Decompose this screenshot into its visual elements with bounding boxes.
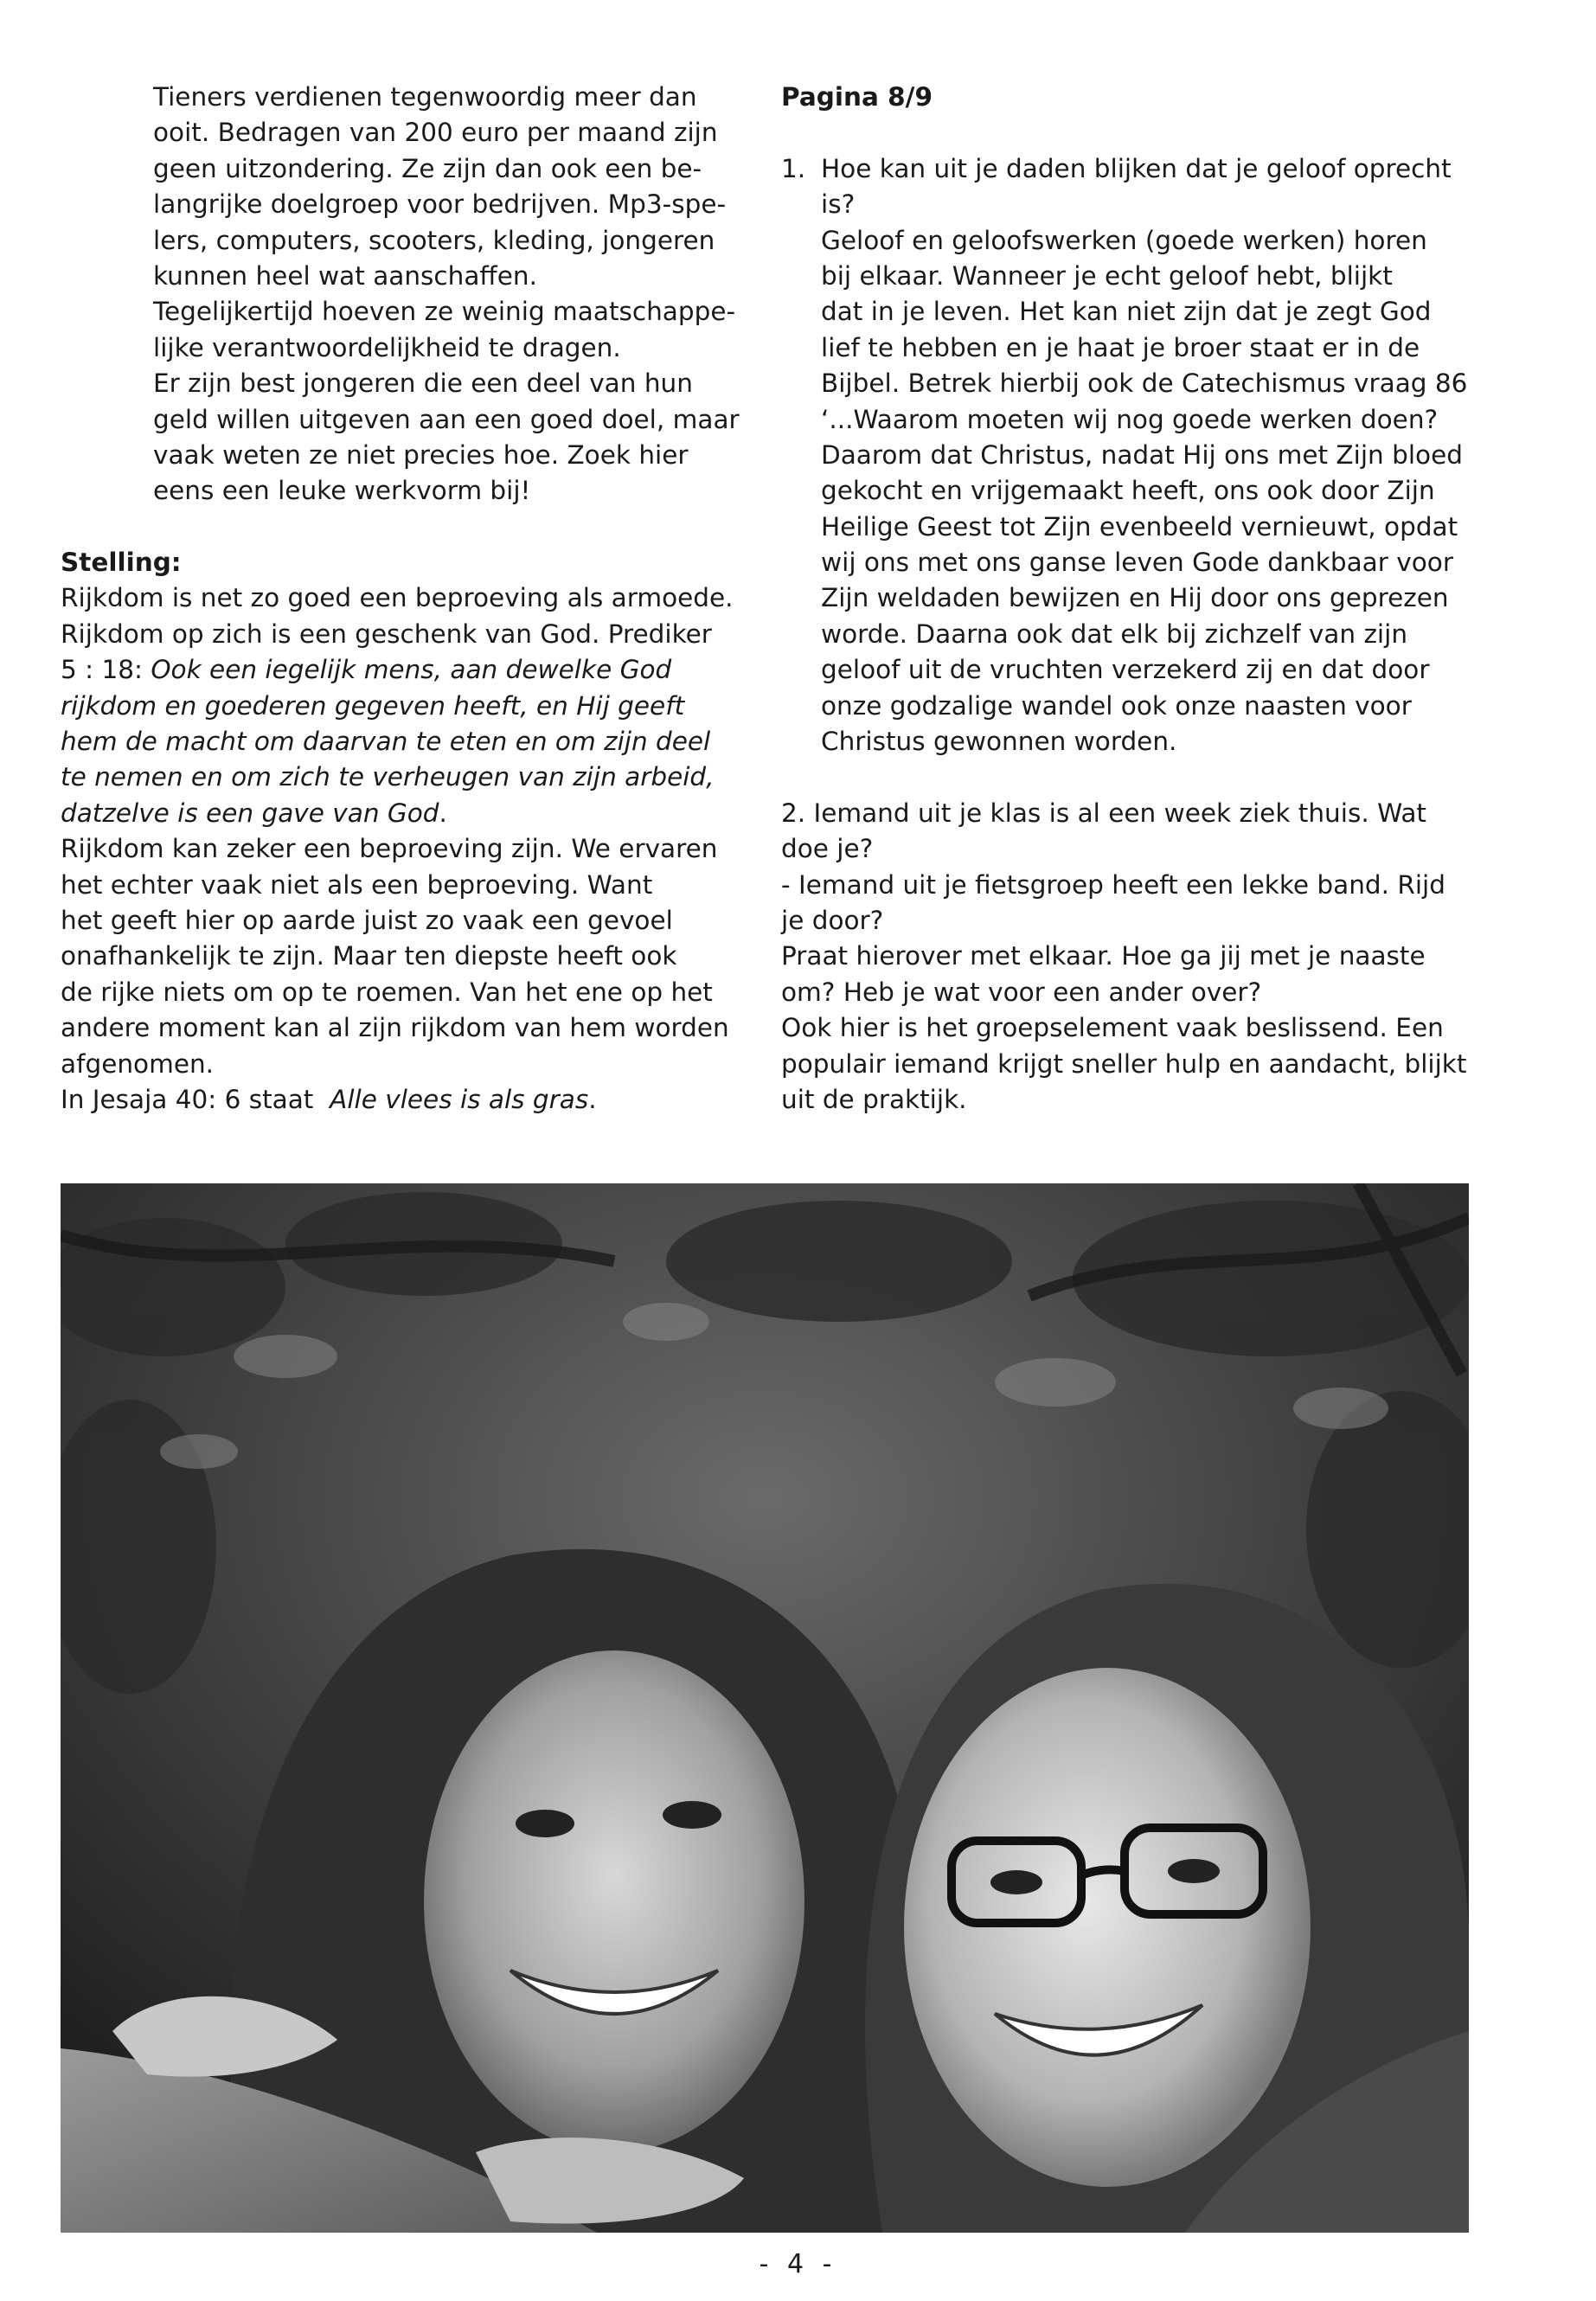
intro-line: vaak weten ze niet precies hoe. Zoek hier xyxy=(153,439,689,470)
body-line: Rijkdom op zich is een geschenk van God. Prediker xyxy=(61,619,712,649)
answer-line: dat in je leven. Het kan niet zijn dat je zegt God xyxy=(821,297,1432,327)
body-line: afgenomen. xyxy=(61,1048,215,1079)
question-2-line: populair iemand krijgt sneller hulp en aandacht, blijkt xyxy=(781,1048,1467,1079)
intro-line: geld willen uitgeven aan een goed doel, maar xyxy=(153,404,740,434)
question-2-line: om? Heb je wat voor een ander over? xyxy=(781,977,1262,1007)
answer-line: bij elkaar. Wanneer je echt geloof hebt, blijkt xyxy=(821,260,1393,291)
answer-line: wij ons met ons ganse leven Gode dankbaar voor xyxy=(821,548,1453,578)
jesaja-line: In Jesaja 40: 6 staat Alle vlees is als gras. xyxy=(61,1084,597,1114)
answer-line: geloof uit de vruchten verzekerd zij en dat door xyxy=(821,655,1430,685)
page-reference-heading: Pagina 8/9 xyxy=(781,82,933,112)
question-2-line: je door? xyxy=(781,905,884,935)
verse-quote-line: te nemen en om zich te verheugen van zijn arbeid, xyxy=(61,762,715,792)
question-2-line: Praat hierover met elkaar. Hoe ga jij met je naaste xyxy=(781,941,1426,971)
answer-line: Zijn weldaden bewijzen en Hij door ons geprezen xyxy=(821,583,1449,613)
question-2-line: - Iemand uit je fietsgroep heeft een lekke band. Rijd xyxy=(781,869,1445,900)
verse-quote-end: datzelve is een gave van God. xyxy=(61,798,447,828)
body-line: de rijke niets om op te roemen. Van het ene op het xyxy=(61,977,713,1007)
question-2-line: doe je? xyxy=(781,834,874,864)
body-line: Rijkdom kan zeker een beproeving zijn. We ervaren xyxy=(61,834,718,864)
intro-line: eens een leuke werkvorm bij! xyxy=(153,476,531,506)
intro-line: ooit. Bedragen van 200 euro per maand zijn xyxy=(153,118,718,148)
question-1: 1. Hoe kan uit je daden blijken dat je geloof oprecht xyxy=(781,151,1490,187)
page-number: - 4 - xyxy=(759,2249,837,2279)
photo-two-girls xyxy=(61,1183,1469,2233)
body-line xyxy=(61,652,753,688)
question-2-line: uit de praktijk. xyxy=(781,1084,967,1114)
intro-line: Tegelijkertijd hoeven ze weinig maatschappe- xyxy=(153,297,736,327)
body-line: onafhankelijk te zijn. Maar ten diepste heeft ook xyxy=(61,941,677,971)
intro-line: langrijke doelgroep voor bedrijven. Mp3-spe- xyxy=(153,189,727,220)
intro-line: geen uitzondering. Ze zijn dan ook een be- xyxy=(153,153,702,183)
answer-line: lief te hebben en je haat je broer staat er in de xyxy=(821,332,1420,362)
answer-line: Christus gewonnen worden. xyxy=(821,727,1177,757)
verse-quote: Ook een iegelijk mens, aan dewelke God xyxy=(151,655,672,685)
verse-reference: 5 : 18: xyxy=(61,655,151,685)
body-line: het geeft hier op aarde juist zo vaak een gevoel xyxy=(61,905,673,935)
answer-line: worde. Daarna ook dat elk bij zichzelf van zijn xyxy=(821,619,1408,649)
body-line: andere moment kan al zijn rijkdom van hem worden xyxy=(61,1013,729,1043)
intro-line: lijke verantwoordelijkheid te dragen. xyxy=(153,332,621,362)
stelling-statement: Rijkdom is net zo goed een beproeving als armoede. xyxy=(61,583,734,613)
answer-line: Heilige Geest tot Zijn evenbeeld vernieuwt, opdat xyxy=(821,511,1458,542)
answer-line: Daarom dat Christus, nadat Hij ons met Zijn bloed xyxy=(821,439,1463,470)
question-2-line: 2. Iemand uit je klas is al een week ziek thuis. Wat xyxy=(781,798,1426,828)
answer-line: gekocht en vrijgemaakt heeft, ons ook door Zijn xyxy=(821,476,1435,506)
answer-line: Bijbel. Betrek hierbij ook de Catechismus vraag 86 xyxy=(821,369,1468,399)
answer-line: Geloof en geloofswerken (goede werken) horen xyxy=(821,225,1427,255)
body-line: het echter vaak niet als een beproeving. Want xyxy=(61,869,653,900)
stelling-heading: Stelling: xyxy=(61,548,182,578)
question-2-line: Ook hier is het groepselement vaak beslissend. Een xyxy=(781,1013,1444,1043)
answer-line: onze godzalige wandel ook onze naasten voor xyxy=(821,690,1412,721)
intro-line: Tieners verdienen tegenwoordig meer dan xyxy=(153,82,697,112)
left-column xyxy=(61,80,753,1118)
verse-quote-line: rijkdom en goederen gegeven heeft, en Hij geeft xyxy=(61,690,685,721)
intro-line: Er zijn best jongeren die een deel van hun xyxy=(153,369,693,399)
verse-quote-line: hem de macht om daarvan te eten en om zijn deel xyxy=(61,727,711,757)
intro-line: lers, computers, scooters, kleding, jongeren xyxy=(153,225,715,255)
answer-line: ‘...Waarom moeten wij nog goede werken doen? xyxy=(821,404,1439,434)
intro-line: kunnen heel wat aanschaffen. xyxy=(153,260,537,291)
question-number: 1. xyxy=(781,153,806,183)
question-1-cont: is? xyxy=(821,189,856,220)
right-column xyxy=(781,80,1490,1118)
